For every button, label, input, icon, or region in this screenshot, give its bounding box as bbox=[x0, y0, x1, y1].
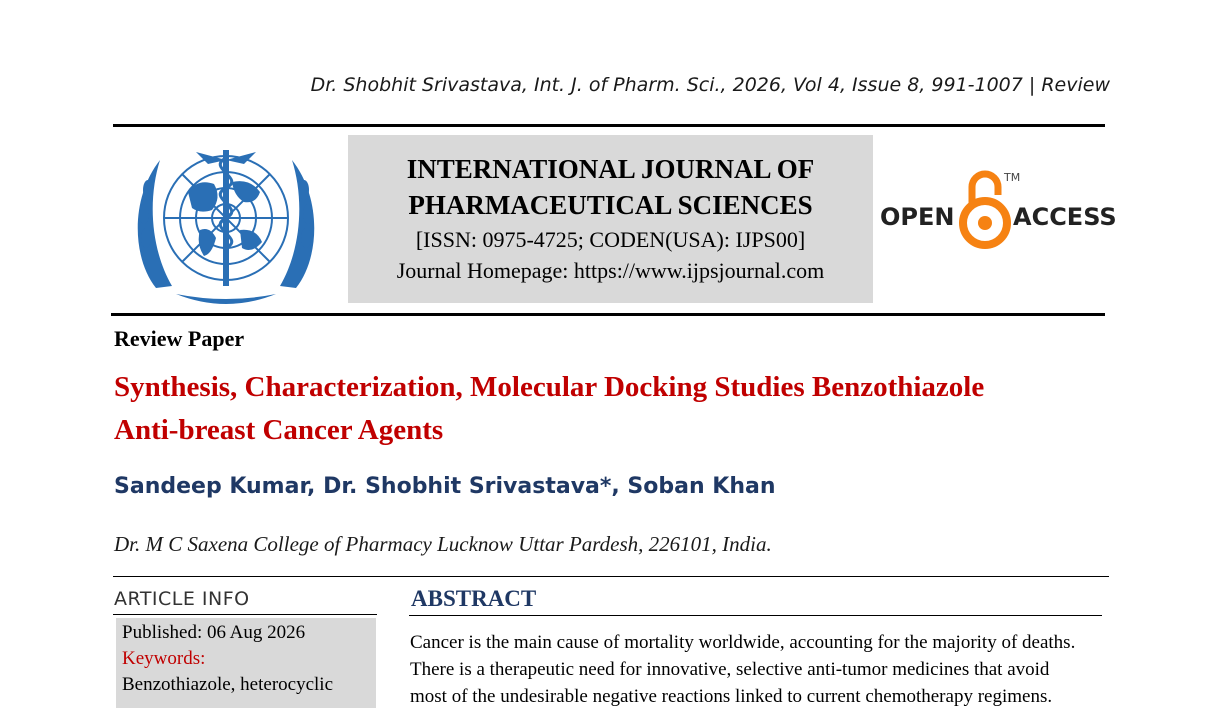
journal-homepage: Journal Homepage: https://www.ijpsjournal.com bbox=[396, 258, 825, 283]
open-access-logo bbox=[880, 165, 1117, 255]
author-list: Sandeep Kumar, Dr. Shobhit Srivastava*, Soban Khan bbox=[114, 474, 776, 499]
keywords-label: Keywords: bbox=[122, 648, 206, 669]
masthead-bottom-rule bbox=[111, 313, 1105, 316]
running-head: Dr. Shobhit Srivastava, Int. J. of Pharm. Sci., 2026, Vol 4, Issue 8, 991-1007 | Review bbox=[310, 74, 1110, 96]
abstract-body bbox=[410, 629, 1107, 710]
article-info-box bbox=[116, 618, 376, 708]
article-info-heading: ARTICLE INFO bbox=[114, 588, 250, 610]
article-info-rule bbox=[113, 614, 377, 615]
trademark-mark: TM bbox=[1004, 171, 1021, 184]
top-rule bbox=[113, 124, 1105, 127]
abstract-line: Cancer is the main cause of mortality worldwide, accounting for the majority of deaths. bbox=[410, 632, 1076, 653]
published-date: Published: 06 Aug 2026 bbox=[122, 622, 306, 643]
journal-name-line1: INTERNATIONAL JOURNAL OF bbox=[406, 154, 815, 184]
affiliation: Dr. M C Saxena College of Pharmacy Lucknow Uttar Pardesh, 226101, India. bbox=[114, 532, 772, 556]
open-access-word-access: ACCESS bbox=[1013, 203, 1117, 231]
journal-name-line2: PHARMACEUTICAL SCIENCES bbox=[408, 190, 813, 220]
abstract-rule bbox=[409, 615, 1102, 616]
open-lock-icon bbox=[963, 174, 1007, 245]
paper-type: Review Paper bbox=[114, 326, 245, 351]
journal-masthead bbox=[348, 135, 873, 303]
keywords-value: Benzothiazole, heterocyclic bbox=[122, 674, 334, 695]
un-emblem-icon bbox=[126, 138, 326, 306]
abstract-line: There is a therapeutic need for innovative, selective anti-tumor medicines that avoid bbox=[410, 659, 1050, 680]
article-title-line2: Anti-breast Cancer Agents bbox=[114, 414, 444, 446]
article-title bbox=[114, 366, 1114, 452]
abstract-heading: ABSTRACT bbox=[411, 586, 537, 611]
section-divider bbox=[113, 576, 1109, 577]
journal-issn: [ISSN: 0975-4725; CODEN(USA): IJPS00] bbox=[415, 227, 806, 252]
article-title-line1: Synthesis, Characterization, Molecular Docking Studies Benzothiazole bbox=[114, 371, 985, 403]
open-access-word-open: OPEN bbox=[880, 203, 955, 231]
abstract-line: most of the undesirable negative reactions linked to current chemotherapy regimens. bbox=[410, 686, 1053, 707]
